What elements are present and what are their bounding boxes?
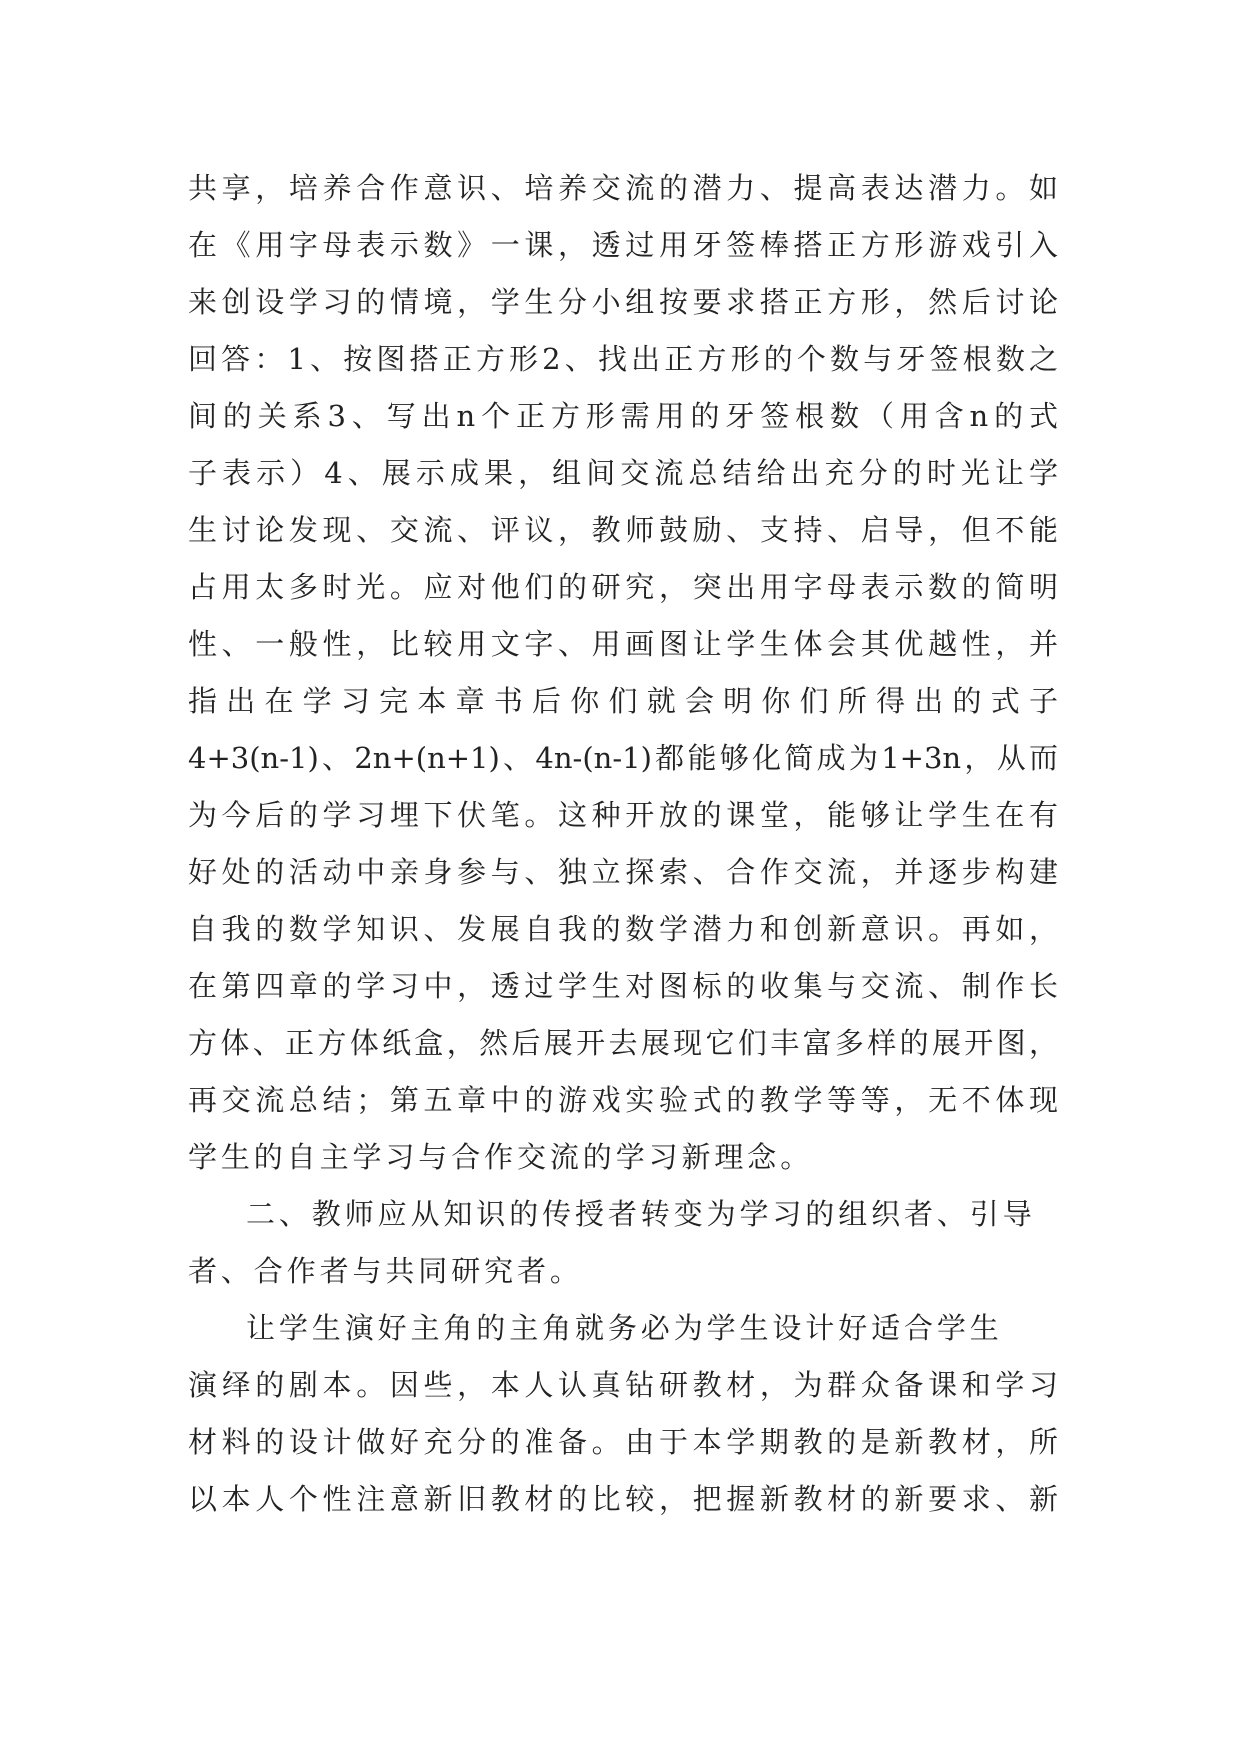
text-line: 指出在学习完本章书后你们就会明你们所得出的式子: [188, 684, 1058, 718]
text-line: 学生的自主学习与合作交流的学习新理念。: [188, 1140, 814, 1174]
text-line: 在《用字母表示数》一课，透过用牙签棒搭正方形游戏引入: [188, 228, 1058, 262]
text-line: 再交流总结；第五章中的游戏实验式的教学等等，无不体现: [188, 1083, 1058, 1117]
text-line: 方体、正方体纸盒，然后展开去展现它们丰富多样的展开图，: [188, 1026, 1058, 1060]
text-line: 以本人个性注意新旧教材的比较，把握新教材的新要求、新: [188, 1482, 1058, 1516]
text-line: 共享，培养合作意识、培养交流的潜力、提高表达潜力。如: [188, 171, 1058, 205]
text-line: 来创设学习的情境，学生分小组按要求搭正方形，然后讨论: [188, 285, 1058, 319]
section-heading-line: 者、合作者与共同研究者。: [188, 1254, 583, 1288]
text-line: 子表示）4、展示成果，组间交流总结给出充分的时光让学: [188, 456, 1058, 490]
text-line: 占用太多时光。应对他们的研究，突出用字母表示数的简明: [188, 570, 1058, 604]
text-line: 好处的活动中亲身参与、独立探索、合作交流，并逐步构建: [188, 855, 1058, 889]
text-line: 性、一般性，比较用文字、用画图让学生体会其优越性，并: [188, 627, 1058, 661]
text-line: 自我的数学知识、发展自我的数学潜力和创新意识。再如，: [188, 912, 1058, 946]
document-body: [188, 160, 1058, 1528]
text-line: 让学生演好主角的主角就务必为学生设计好适合学生: [246, 1311, 1003, 1345]
text-line: 回答：1、按图搭正方形2、找出正方形的个数与牙签根数之: [188, 342, 1058, 376]
section-heading-line: 二、教师应从知识的传授者转变为学习的组织者、引导: [246, 1197, 1036, 1231]
text-line: 材料的设计做好充分的准备。由于本学期教的是新教材，所: [188, 1425, 1058, 1459]
text-line: 生讨论发现、交流、评议，教师鼓励、支持、启导，但不能: [188, 513, 1058, 547]
text-line: 4+3(n-1)、2n+(n+1)、4n-(n-1)都能够化简成为1+3n，从而: [188, 741, 1058, 775]
text-line: 演绎的剧本。因些，本人认真钻研教材，为群众备课和学习: [188, 1368, 1058, 1402]
text-line: 在第四章的学习中，透过学生对图标的收集与交流、制作长: [188, 969, 1058, 1003]
text-line: 间的关系3、写出n个正方形需用的牙签根数（用含n的式: [188, 399, 1058, 433]
text-line: 为今后的学习埋下伏笔。这种开放的课堂，能够让学生在有: [188, 798, 1058, 832]
